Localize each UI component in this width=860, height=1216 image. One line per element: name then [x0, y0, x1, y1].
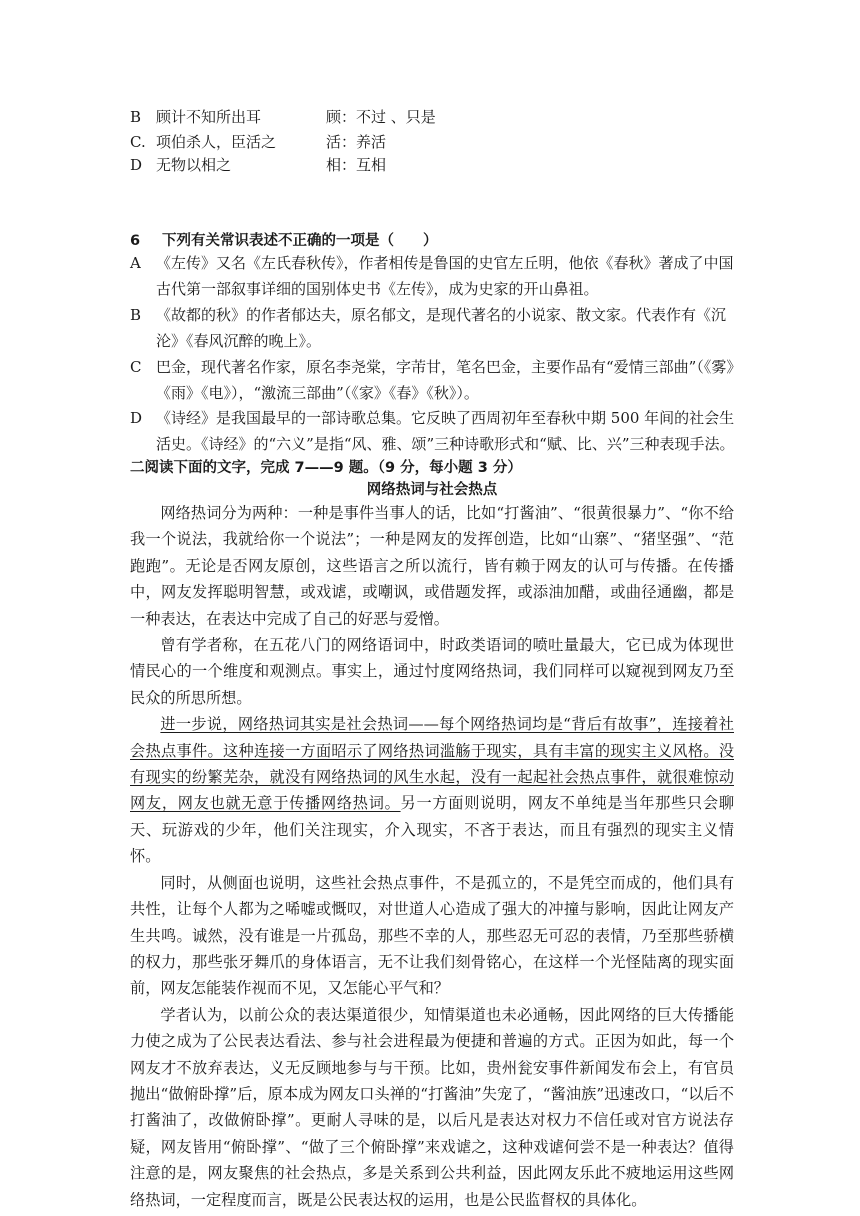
paragraph-5: 学者认为，以前公众的表达渠道很少，知情渠道也未必通畅，因此网络的巨大传播能力使之成为了公民表达看法、参与社会进程最为便捷和普遍的方式。正因为如此，每一个网友才不放弃表达，义无反顾地参与与干预。比如，贵州瓮安事件新闻发布会上，有官员抛出“做俯卧撑”后，原本成为网友口头禅的“打酱油”失宠了，“酱油族”迅速改口，“以后不打酱油了，改做俯卧撑”。更耐人寻味的是，以后凡是表达对权力不信任或对官方说法存疑，网友皆用“俯卧撑”、“做了三个俯卧撑”来戏谑之，这种戏谑何尝不是一种表达？值得注意的是，网友聚焦的社会热点，多是关系到公共利益，因此网友乐此不疲地运用这些网络热词，一定程度而言，既是公民表达权的运用，也是公民监督权的具体化。	[130, 1005, 734, 1209]
question-text: 下列有关常识表述不正确的一项是（ ）	[162, 233, 438, 249]
question-number: 6	[130, 233, 141, 249]
option-gloss: 活：养活	[326, 133, 387, 151]
option-gloss: 顾：不过 、只是	[326, 108, 436, 126]
option-letter: B	[130, 108, 142, 126]
article-body	[130, 500, 734, 1213]
paragraph-4: 同时，从侧面也说明，这些社会热点事件，不是孤立的，不是凭空而成的，他们具有共性，让每个人都为之唏嘘或慨叹，对世道人心造成了强大的冲撞与影响，因此让网友产生共鸣。诚然，没有谁是一片孤岛，那些不幸的人，那些忍无可忍的表情，乃至那些骄横的权力，那些张牙舞爪的身体语言，无不让我们刻骨铭心，在这样一个光怪陆离的现实面前，网友怎能装作视而不见，又怎能心平气和？	[130, 873, 734, 998]
underlined-passage: 进一步说，网络热词其实是社会热词——每个网络热词均是“背后有故事”，连接着社会热点事件。这种连接一方面昭示了网络热词滥觞于现实，具有丰富的现实主义风格。没有现实的纷繁芜杂，就没有网络热词的风生水起，没有一起起社会热点事件，就很难惊动网友，网友也就无意于传播网络热词。	[130, 715, 734, 813]
option-text: 项伯杀人，臣活之	[156, 133, 277, 151]
option-text: 顾计不知所出耳	[156, 108, 262, 126]
choice-text: 《诗经》是我国最早的一部诗歌总集。它反映了西周初年至春秋中期 500 年间的社会生活史。《诗经》的“六义”是指“风、雅、颂”三种诗歌形式和“赋、比、兴”三种表现手法。	[156, 409, 735, 453]
option-letter: D	[130, 156, 143, 174]
choice-text: 《故都的秋》的作者郁达夫，原名郁文，是现代著名的小说家、散文家。代表作有《沉沦》《春风沉醉的晚上》。	[156, 306, 727, 350]
section-heading: 二阅读下面的文字，完成 7——9 题。（9 分，每小题 3 分）	[130, 460, 522, 476]
option-gloss: 相：互相	[326, 156, 387, 174]
choice-letter: A	[130, 254, 141, 272]
vocab-option-b	[130, 105, 436, 129]
paragraph-1: 网络热词分为两种：一种是事件当事人的话，比如“打酱油”、“很黄很暴力”、“你不给我一个说法，我就给你一个说法”；一种是网友的发挥创造，比如“山寨”、“猪坚强”、“范跑跑”。无论是否网友原创，这些语言之所以流行，皆有赖于网友的认可与传播。在传播中，网友发挥聪明智慧，或戏谑，或嘲讽，或借题发挥，或添油加醋，或曲径通幽，都是一种表达，在表达中完成了自己的好恶与爱憎。	[130, 504, 734, 628]
article-title: 网络热词与社会热点	[366, 482, 498, 498]
paragraph-3-rest: 另一方面则说明，网友不单纯是当年那些只会聊天、玩游戏的少年，他们关注现实，介入现实，不吝于表达，而且有强烈的现实主义情怀。	[130, 794, 735, 866]
paragraph-3	[130, 711, 734, 869]
choice-letter: B	[130, 306, 142, 324]
choice-letter: C	[130, 358, 142, 376]
option-letter: C.	[130, 133, 146, 151]
choice-letter: D	[130, 409, 143, 427]
vocab-option-c	[130, 130, 386, 154]
choice-d	[130, 405, 740, 457]
paragraph-2: 曾有学者称，在五花八门的网络语词中，时政类语词的喷吐量最大，它已成为体现世情民心的一个维度和观测点。事实上，通过忖度网络热词，我们同样可以窥视到网友乃至民众的所思所想。	[130, 636, 734, 707]
choice-text: 《左传》又名《左氏春秋传》，作者相传是鲁国的史官左丘明，他依《春秋》著成了中国古代第一部叙事详细的国别体史书《左传》，成为史家的开山鼻祖。	[156, 254, 734, 298]
choice-a	[130, 250, 740, 302]
choice-b	[130, 302, 740, 354]
vocab-option-d	[130, 153, 386, 177]
choice-c	[130, 354, 740, 406]
choice-text: 巴金，现代著名作家，原名李尧棠，字芾甘，笔名巴金，主要作品有“爱情三部曲”（《雾》《雨》《电》），“激流三部曲”（《家》《春》《秋》）。	[156, 358, 734, 402]
option-text: 无物以相之	[156, 156, 232, 174]
